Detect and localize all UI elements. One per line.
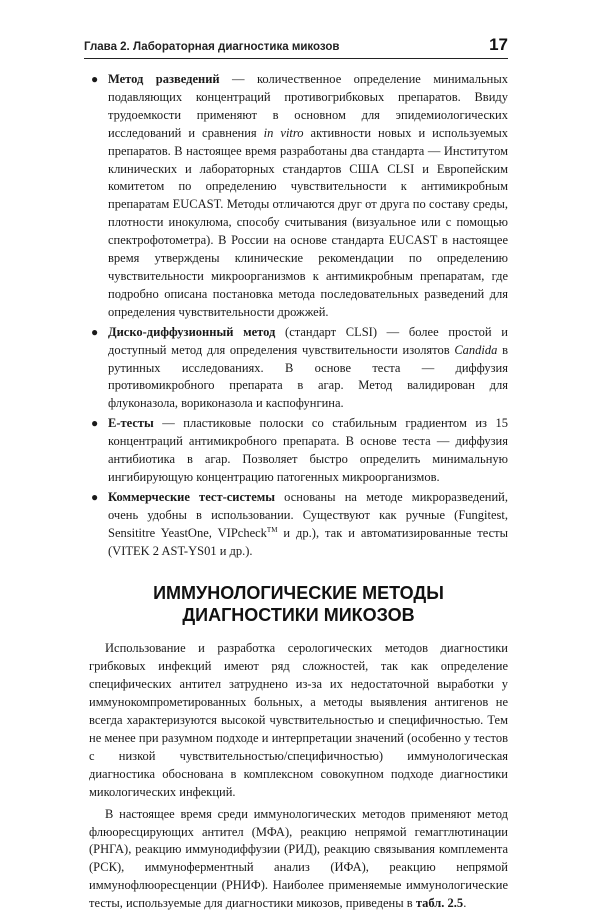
item-text: — пластиковые полоски со стабильным градиентом из 15 концентраций антимикробного препарата. В основе теста — диффузия антибиотика в агар. Позволяет быстро определить минимальную ингибирующую концентрацию патогенных микроорганизмов. [108, 416, 508, 484]
bullet-icon: ● [91, 416, 99, 431]
paragraph-immunology-methods [89, 806, 508, 913]
table-reference: табл. 2.5 [415, 896, 464, 911]
section-heading [89, 582, 508, 626]
page-number: 17 [489, 35, 508, 54]
running-title: Глава 2. Лабораторная диагностика микозов [84, 41, 340, 53]
paragraph-text: В настоящее время среди иммунологических методов применяют метод флюоресцирующих антител (МФА), реакцию непрямой гемагглютинации (РНГА), реакцию иммунодиффузии (РИД), реакцию связывания комплемента (РСК), иммуноферментный анализ (ИФА), реакцию непрямой иммунофлюоресценции (РНИФ). Наиболее применяемые иммунологические тесты, используемые для диагностики микозов, приведены в [89, 806, 508, 911]
term-e-tests: Е-тесты [108, 416, 154, 431]
bullet-icon: ● [91, 324, 99, 339]
bullet-icon: ● [91, 489, 99, 504]
page-header [84, 36, 508, 59]
term-commercial-systems: Коммерческие тест-системы [108, 489, 276, 504]
section-heading-line-2: ДИАГНОСТИКИ МИКОЗОВ [182, 605, 415, 626]
trademark-sup: TM [266, 525, 278, 534]
bullet-icon: ● [91, 72, 99, 86]
list-item-disk-diffusion [89, 324, 508, 414]
item-italic: Candida [454, 342, 498, 357]
list-item-commercial-systems [89, 489, 508, 561]
item-text: (стандарт CLSI) — более простой и доступный метод для определения чувствительности изолятов [108, 324, 508, 357]
section-heading-line-1: ИММУНОЛОГИЧЕСКИЕ МЕТОДЫ [153, 583, 444, 604]
list-item-dilution-method [89, 71, 508, 322]
item-text-continued: в рутинных исследованиях. В основе теста — диффузия противомикробного препарата в агар. Метод валидирован для флуконазола, вориконазола и каспофунгина. [108, 342, 508, 411]
item-text: основаны на методе микроразведений, очень удобны в использовании. Существуют как ручные (Fungitest, Sensititre YeastOne, VIPcheck [108, 489, 509, 540]
term-disk-diffusion: Диско-диффузионный метод [108, 324, 276, 339]
item-italic: in vitro [263, 125, 304, 140]
term-dilution-method: Метод разведений [108, 72, 220, 86]
item-text-continued: активности новых и используемых препаратов. В настоящее время разработаны два стандарта — Институтом клинических и лабораторных стандартов США CLSI и Европейским комитетом по определению чувствительности к антимикробным препаратам EUCAST. Методы отличаются друг от друга по составу среды, плотности инокулюма, способу считывания (визуальное или с помощью спектрофотометра). В России на основе стандарта EUCAST в настоящее время утверждены клинические рекомендации по определению чувствительности микроорганизмов к антимикробным препаратам, где подробно описана постановка метода последовательных разведений для определения чувствительности дрожжей. [108, 125, 508, 319]
paragraph-serology-intro: Использование и разработка серологических методов диагностики грибковых инфекций имеют ряд сложностей, так как определение специфических антител затруднено из-за их недостаточной выработки у иммунокомпрометированных больных, а методы выявления антигенов не всегда характеризуются высокой чувствительностью и специфичностью. Тем не менее при разумном подходе и интерпретации значений (особенно у тестов с низкой чувствительностью/специфичностью) иммунологическая диагностика обоснована в комплексном совокупном подходе диагностики микологических инфекций. [89, 641, 508, 799]
item-text-continued: и др.), так и автоматизированные тесты (VITEK 2 AST-YS01 и др.). [108, 525, 508, 558]
item-text: — количественное определение минимальных подавляющих концентраций противогрибковых препаратов. Ввиду трудоемкости применяют в основном для эпидемиологических исследований и сравнения [108, 72, 508, 140]
paragraph-text-end: . [463, 896, 467, 911]
page-body [89, 71, 508, 917]
list-item-e-tests [89, 415, 508, 487]
methods-list [89, 71, 508, 560]
